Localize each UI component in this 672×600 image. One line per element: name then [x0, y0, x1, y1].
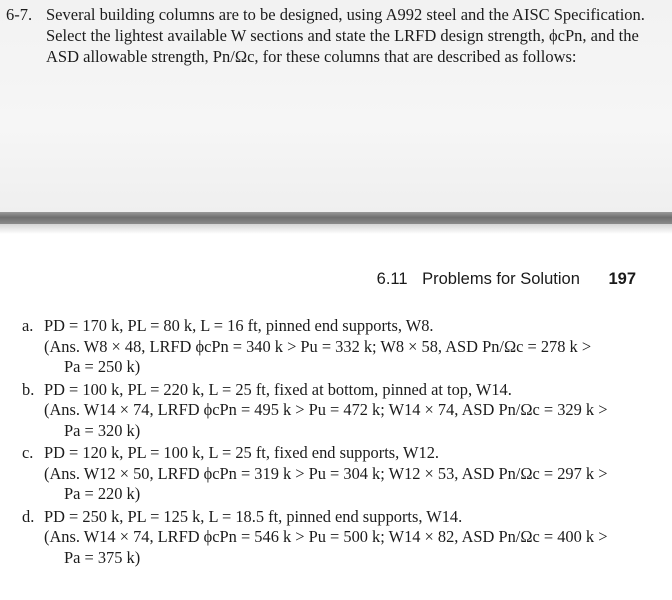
- item-label: a.: [22, 316, 34, 335]
- item-statement: PD = 100 k, PL = 220 k, L = 25 ft, fixed at bottom, pinned at top, W14.: [44, 379, 512, 399]
- problem-number: 6-7.: [6, 5, 33, 24]
- answer-line: (Ans. W12 × 50, LRFD ϕcPn = 319 k > Pu = 304 k; W12 × 53, ASD Pn/Ωc = 297 k >: [44, 463, 608, 483]
- section-number: 6.11: [376, 270, 408, 288]
- item-label: d.: [22, 506, 35, 526]
- item-answer: [44, 400, 652, 441]
- answer-continuation: Pa = 375 k): [64, 547, 141, 567]
- answer-continuation: Pa = 220 k): [64, 484, 141, 503]
- problem-items: [22, 316, 652, 570]
- page-divider: [0, 212, 672, 224]
- list-item: [22, 316, 652, 378]
- answer-line: (Ans. W14 × 74, LRFD ϕcPn = 546 k > Pu = 500 k; W14 × 82, ASD Pn/Ωc = 400 k >: [44, 527, 608, 546]
- item-statement: PD = 120 k, PL = 100 k, L = 25 ft, fixed end supports, W12.: [44, 443, 439, 462]
- item-statement: PD = 250 k, PL = 125 k, L = 18.5 ft, pinned end supports, W14.: [44, 506, 463, 526]
- answer-continuation: Pa = 320 k): [64, 420, 141, 440]
- list-item: [22, 507, 652, 569]
- item-answer: [44, 464, 652, 505]
- item-label: b.: [22, 379, 35, 399]
- item-label: c.: [22, 443, 34, 462]
- answer-line: (Ans. W8 × 48, LRFD ϕcPn = 340 k > Pu = 332 k; W8 × 58, ASD Pn/Ωc = 278 k >: [44, 336, 592, 356]
- answer-continuation: Pa = 250 k): [64, 357, 141, 376]
- answer-line: (Ans. W14 × 74, LRFD ϕcPn = 495 k > Pu = 472 k; W14 × 74, ASD Pn/Ωc = 329 k >: [44, 400, 608, 419]
- problem-text: Several building columns are to be designed, using A992 steel and the AISC Specification. Select the lightest available W sections and state the LRFD design strength, ϕcPn, and the ASD allowable strength, Pn/Ωc, for these columns that are described as follows:: [46, 5, 645, 66]
- running-header: [377, 270, 636, 289]
- problem-6-7: [6, 4, 656, 67]
- item-answer: [44, 337, 652, 378]
- problem-statement-area: [0, 0, 672, 212]
- page-number: 197: [608, 270, 636, 288]
- list-item: [22, 443, 652, 505]
- page-shadow: [0, 224, 672, 234]
- list-item: [22, 380, 652, 442]
- item-answer: [44, 527, 652, 568]
- item-statement: PD = 170 k, PL = 80 k, L = 16 ft, pinned end supports, W8.: [44, 316, 434, 335]
- section-title: Problems for Solution: [422, 270, 580, 288]
